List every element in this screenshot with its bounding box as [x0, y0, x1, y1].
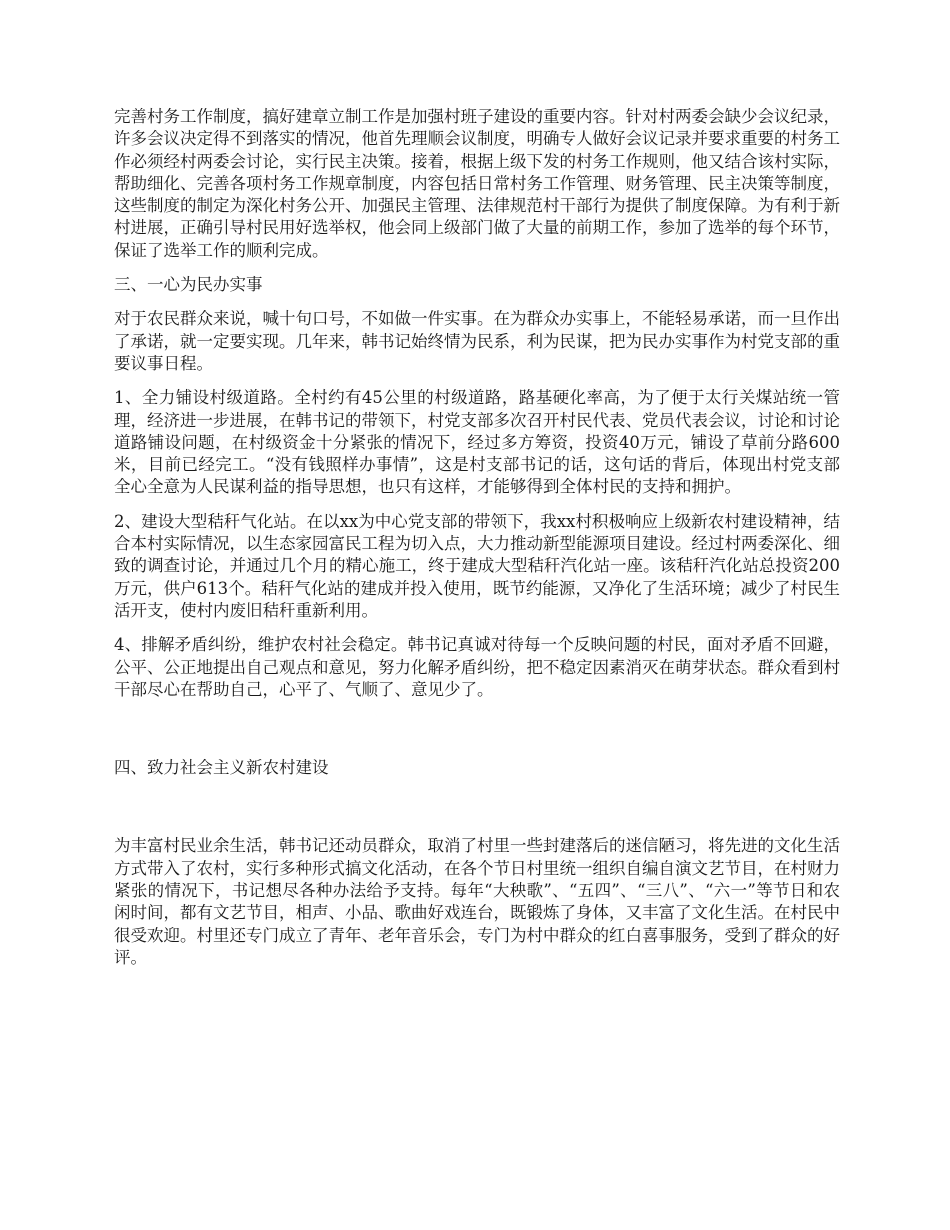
paragraph-practical-work: 对于农民群众来说，喊十句口号，不如做一件实事。在为群众办实事上，不能轻易承诺，而一旦作出了承诺，就一定要实现。几年来，韩书记始终情为民系，利为民谋，把为民办实事作为村党支部的重要议事日程。	[114, 309, 840, 373]
paragraph-cultural-life: 为丰富村民业余生活，韩书记还动员群众，取消了村里一些封建落后的迷信陋习，将先进的文化生活方式带入了农村，实行多种形式搞文化活动，在各个节日村里统一组织自编自演文艺节目，在村财力紧张的情况下，书记想尽各种办法给予支持。每年“大秧歌”、“五四”、“三八”、“六一”等节日和农闲时间，都有文艺节目，相声、小品、歌曲好戏连台，既锻炼了身体，又丰富了文化生活。在村民中很受欢迎。村里还专门成立了青年、老年音乐会，专门为村中群众的红白喜事服务，受到了群众的好评。	[114, 836, 840, 967]
section-heading-4: 四、致力社会主义新农村建设	[114, 758, 329, 778]
paragraph-road-paving: 1、全力铺设村级道路。全村约有45公里的村级道路，路基硬化率高，为了便于太行关煤站统一管理，经济进一步进展，在韩书记的带领下，村党支部多次召开村民代表、党员代表会议，讨论和讨论道路铺设问题，在村级资金十分紧张的情况下，经过多方筹资，投资40万元，铺设了草前分路600米，目前已经完工。“没有钱照样办事情”，这是村支部书记的话，这句话的背后，体现出村党支部全心全意为人民谋利益的指导思想，也只有这样，才能够得到全体村民的支持和拥护。	[114, 388, 840, 497]
paragraph-gasification-station: 2、建设大型秸秆气化站。在以xx为中心党支部的带领下，我xx村积极响应上级新农村建设精神，结合本村实际情况，以生态家园富民工程为切入点，大力推动新型能源项目建设。经过村两委深化、细致的调查讨论，并通过几个月的精心施工，终于建成大型秸秆汽化站一座。该秸秆汽化站总投资200万元，供户613个。秸秆气化站的建成并投入使用，既节约能源，又净化了生活环境；减少了村民生活开支，使村内废旧秸秆重新利用。	[114, 511, 840, 620]
document-body	[114, 106, 840, 981]
paragraph-village-rules: 完善村务工作制度，搞好建章立制工作是加强村班子建设的重要内容。针对村两委会缺少会议纪录，许多会议决定得不到落实的情况，他首先理顺会议制度，明确专人做好会议记录并要求重要的村务工作必须经村两委会讨论，实行民主决策。接着，根据上级下发的村务工作规则，他又结合该村实际，帮助细化、完善各项村务工作规章制度，内容包括日常村务工作管理、财务管理、民主决策等制度，这些制度的制定为深化村务公开、加强民主管理、法律规范村干部行为提供了制度保障。为有利于新村进展，正确引导村民用好选举权，他会同上级部门做了大量的前期工作，参加了选举的每个环节，保证了选举工作的顺利完成。	[114, 107, 840, 260]
section-heading-3: 三、一心为民办实事	[114, 275, 263, 295]
spacer	[114, 791, 840, 835]
spacer	[114, 713, 840, 757]
paragraph-dispute-resolution: 4、排解矛盾纠纷，维护农村社会稳定。韩书记真诚对待每一个反映问题的村民，面对矛盾不回避，公平、公正地提出自己观点和意见，努力化解矛盾纠纷，把不稳定因素消灭在萌芽状态。群众看到村干部尽心在帮助自己，心平了、气顺了、意见少了。	[114, 635, 840, 699]
